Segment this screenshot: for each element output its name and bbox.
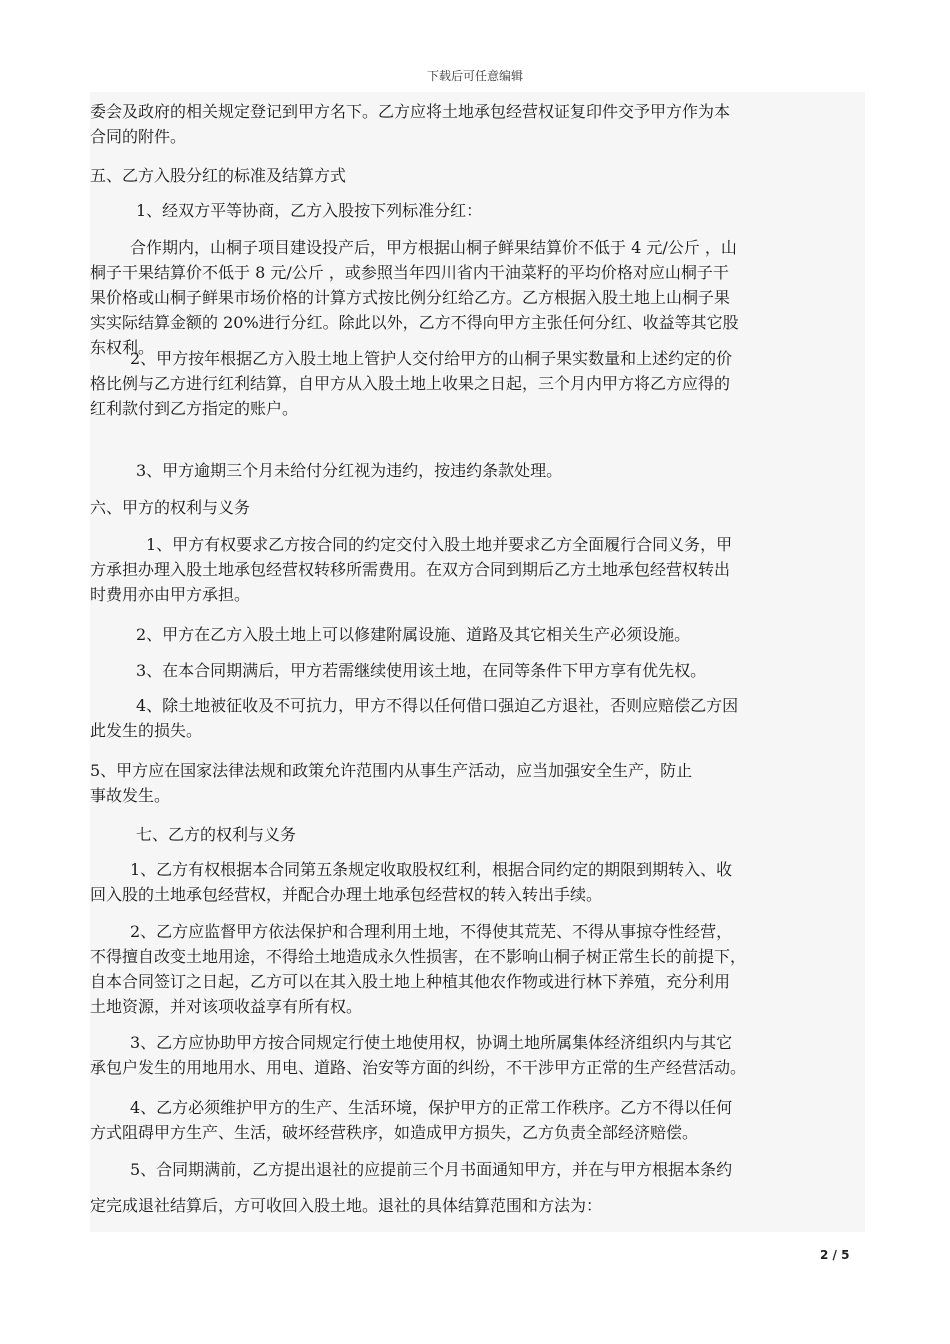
text-line: 土地资源，并对该项收益享有所有权。 <box>90 997 363 1016</box>
text-line: 承包户发生的用地用水、用电、道路、治安等方面的纠纷，不干涉甲方正常的生产经营活动。 <box>90 1058 747 1077</box>
text-line: 事故发生。 <box>90 786 171 805</box>
page-header: 下载后可任意编辑 <box>426 69 523 83</box>
paragraph <box>90 1095 865 1145</box>
text-line: 5、合同期满前，乙方提出退社的应提前三个月书面通知甲方，并在与甲方根据本条约 <box>130 1160 733 1179</box>
text-line: 合同的附件。 <box>90 127 187 146</box>
text-line: 3、甲方逾期三个月未给付分红视为违约，按违约条款处理。 <box>136 461 563 480</box>
text-line: 1、甲方有权要求乙方按合同的约定交付入股土地并要求乙方全面履行合同义务，甲 <box>146 535 733 554</box>
text-line: 3、乙方应协助甲方按合同规定行使土地使用权，协调土地所属集体经济组织内与其它 <box>130 1033 733 1052</box>
paragraph <box>90 532 865 607</box>
text-line: 合作期内，山桐子项目建设投产后，甲方根据山桐子鲜果结算价不低于 4 元/公斤 ，山 <box>130 238 737 257</box>
paragraph <box>90 1030 865 1080</box>
text-line: 时费用亦由甲方承担。 <box>90 585 251 604</box>
text-line: 1、乙方有权根据本合同第五条规定收取股权红利，根据合同约定的期限到期转入、收 <box>130 860 733 879</box>
paragraph <box>90 857 865 907</box>
paragraph <box>90 163 865 188</box>
paragraph <box>90 658 865 683</box>
text-line: 五、乙方入股分红的标准及结算方式 <box>90 166 347 185</box>
text-line: 六、甲方的权利与义务 <box>90 498 251 517</box>
text-line: 回入股的土地承包经营权，并配合办理土地承包经营权的转入转出手续。 <box>90 885 603 904</box>
paragraph <box>90 235 865 360</box>
text-line: 4、乙方必须维护甲方的生产、生活环境，保护甲方的正常工作秩序。乙方不得以任何 <box>130 1098 733 1117</box>
text-line: 4、除土地被征收及不可抗力，甲方不得以任何借口强迫乙方退社，否则应赔偿乙方因 <box>136 696 739 715</box>
paragraph <box>90 822 865 847</box>
text-line: 格比例与乙方进行红利结算，自甲方从入股土地上收果之日起，三个月内甲方将乙方应得的 <box>90 374 731 393</box>
paragraph <box>90 1157 865 1182</box>
paragraph <box>90 458 865 483</box>
text-line: 5、甲方应在国家法律法规和政策允许范围内从事生产活动，应当加强安全生产，防止 <box>90 761 693 780</box>
paragraph <box>90 622 865 647</box>
text-line: 实实际结算金额的 20%进行分红。除此以外，乙方不得向甲方主张任何分红、收益等其它股 <box>90 313 739 332</box>
text-line: 2、甲方按年根据乙方入股土地上管护人交付给甲方的山桐子果实数量和上述约定的价 <box>130 349 733 368</box>
text-line: 1、经双方平等协商，乙方入股按下列标准分红： <box>136 201 483 220</box>
text-line: 东权利。 <box>90 338 155 357</box>
text-line: 果价格或山桐子鲜果市场价格的计算方式按比例分红给乙方。乙方根据入股土地上山桐子果 <box>90 288 731 307</box>
paragraph <box>90 198 865 223</box>
text-line: 桐子干果结算价不低于 8 元/公斤 ，或参照当年四川省内干油菜籽的平均价格对应山桐子干 <box>90 263 729 282</box>
text-line: 方式阻碍甲方生产、生活，破坏经营秩序，如造成甲方损失，乙方负责全部经济赔偿。 <box>90 1123 699 1142</box>
paragraph <box>90 99 865 149</box>
text-line: 2、甲方在乙方入股土地上可以修建附属设施、道路及其它相关生产必须设施。 <box>136 625 691 644</box>
page-number: 2 / 5 <box>820 1248 850 1262</box>
paragraph <box>90 919 865 1019</box>
text-line: 七、乙方的权利与义务 <box>136 825 297 844</box>
text-line: 定完成退社结算后，方可收回入股土地。退社的具体结算范围和方法为： <box>90 1196 603 1215</box>
text-line: 此发生的损失。 <box>90 721 203 740</box>
paragraph <box>90 758 865 808</box>
text-line: 2、乙方应监督甲方依法保护和合理利用土地，不得使其荒芜、不得从事掠夺性经营， <box>130 922 733 941</box>
text-line: 委会及政府的相关规定登记到甲方名下。乙方应将土地承包经营权证复印件交予甲方作为本 <box>90 102 731 121</box>
paragraph <box>90 1193 865 1218</box>
text-line: 不得擅自改变土地用途，不得给土地造成永久性损害，在不影响山桐子树正常生长的前提下， <box>90 947 747 966</box>
paragraph <box>90 693 865 743</box>
paragraph <box>90 346 865 421</box>
paragraph <box>90 495 865 520</box>
text-line: 3、在本合同期满后，甲方若需继续使用该土地，在同等条件下甲方享有优先权。 <box>136 661 707 680</box>
text-line: 自本合同签订之日起，乙方可以在其入股土地上种植其他农作物或进行林下养殖，充分利用 <box>90 972 731 991</box>
text-line: 方承担办理入股土地承包经营权转移所需费用。在双方合同到期后乙方土地承包经营权转出 <box>90 560 731 579</box>
text-line: 红利款付到乙方指定的账户。 <box>90 399 299 418</box>
